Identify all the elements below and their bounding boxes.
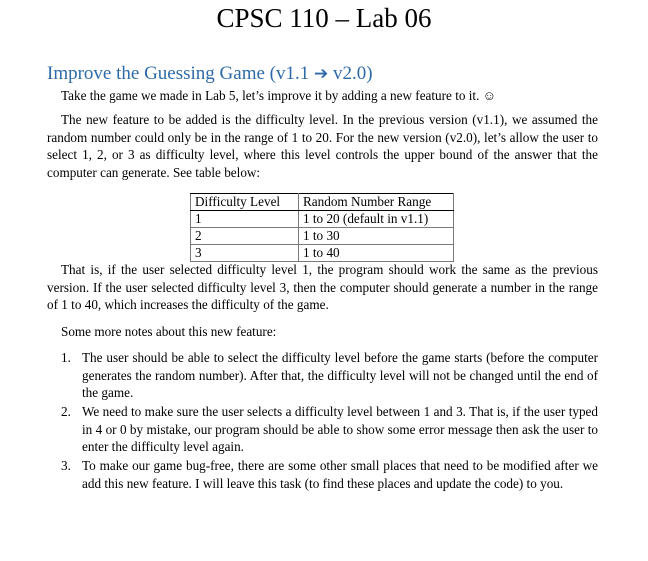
list-item <box>61 403 598 456</box>
difficulty-table <box>190 193 454 262</box>
table-row <box>191 211 454 228</box>
list-item <box>61 457 598 492</box>
table-row <box>191 228 454 245</box>
notes-intro: Some more notes about this new feature: <box>61 324 277 339</box>
table-header-cell: Random Number Range <box>299 194 454 211</box>
table-cell: 2 <box>191 228 299 245</box>
table-cell: 1 to 40 <box>299 245 454 262</box>
list-item-text: To make our game bug-free, there are some other small places that need to be modified after we add this new feature. I will leave this task (to find these places and update the code) to you. <box>82 458 598 491</box>
section-heading <box>47 62 373 86</box>
table-cell: 1 to 20 (default in v1.1) <box>299 211 454 228</box>
intro-paragraph: Take the game we made in Lab 5, let’s improve it by adding a new feature to it. ☺ <box>61 88 497 103</box>
table-cell: 1 to 30 <box>299 228 454 245</box>
after-table-paragraph: That is, if the user selected difficulty level 1, the program should work the same as the previous version. If the user selected difficulty level 3, then the computer should generate a number in the range of 1 to 40, which increases the difficulty of the game. <box>47 262 598 312</box>
table-cell: 3 <box>191 245 299 262</box>
list-item-text: We need to make sure the user selects a difficulty level between 1 and 3. That is, if the user typed in 4 or 0 by mistake, our program should be able to show some error message then ask the user to enter the difficulty level again. <box>82 404 598 454</box>
section-heading-text-start: Improve the Guessing Game (v1.1 <box>47 63 310 84</box>
table-header-cell: Difficulty Level <box>191 194 299 211</box>
section-heading-text-end: v2.0) <box>333 63 373 84</box>
table-header-row <box>191 194 454 211</box>
feature-paragraph: The new feature to be added is the difficulty level. In the previous version (v1.1), we assumed the random number could only be in the range of 1 to 20. For the new version (v2.0), let’s allow the user to select 1, 2, or 3 as difficulty level, where this level controls the upper bound of the answer that the computer can generate. See table below: <box>47 112 598 180</box>
list-item-number: 1. <box>61 350 71 365</box>
table-cell: 1 <box>191 211 299 228</box>
list-item-text: The user should be able to select the difficulty level before the game starts (before the computer generates the random number). After that, the difficulty level will not be changed until the end of the game. <box>82 350 598 400</box>
right-arrow-icon: ➔ <box>314 64 329 84</box>
list-item-number: 2. <box>61 404 71 419</box>
notes-list <box>61 349 598 494</box>
page-title: CPSC 110 – Lab 06 <box>216 3 432 33</box>
table-row <box>191 245 454 262</box>
list-item-number: 3. <box>61 458 71 473</box>
list-item <box>61 349 598 402</box>
